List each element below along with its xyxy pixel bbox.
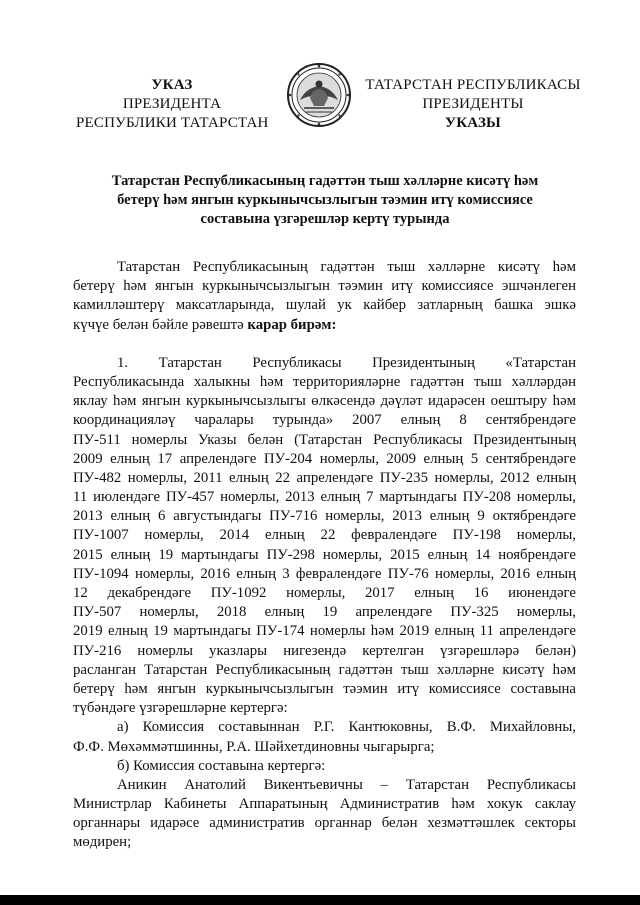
- decree-title: [95, 172, 555, 229]
- point-1-line: 1. Татарстан Республикасы Президентының «Татарстан: [117, 354, 576, 371]
- point-1-line: ПУ-1094 номерлы, 2016 елның 3 февралендәге ПУ-76 номерлы, 2016 елның: [73, 565, 576, 582]
- point-1-line: расланган Татарстан Республикасының гадәттән тыш хәлләрне кисәтү һәм: [73, 661, 576, 678]
- point-b-line: Аникин Анатолий Викентьевичны – Татарстан Республикасы: [117, 776, 576, 793]
- point-1-line: 12 декабрендәге ПУ-1092 номерлы, 2017 елның 16 июнендәге: [73, 585, 576, 601]
- point-1-line: 2013 елның 6 августындагы ПУ-716 номерлы, 2013 елның 9 октябрендәге: [73, 508, 576, 525]
- preamble-last-text: күчүе белән бәйле рәвештә: [73, 316, 248, 333]
- point-b-line: органнары идарәсе административ органнар белән хезмәттәшлек секторы: [73, 815, 576, 832]
- point-a: [73, 718, 576, 756]
- coat-of-arms-emblem: [286, 62, 352, 128]
- decree-body: [73, 258, 576, 853]
- point-1-line: координацияләү чаралары турында» 2007 елның 8 сентябрендәге: [73, 412, 576, 429]
- point-1-line: ПУ-511 номерлы Указы белән (Татарстан Республикасы Президентының: [73, 431, 576, 448]
- header-right-line-1: ТАТАРСТАН РЕСПУБЛИКАСЫ: [365, 77, 581, 93]
- preamble-line: камилләштерү максатларында, шулай ук кайбер затларның башка эшкә: [73, 297, 576, 314]
- point-1-line: 2019 елның 19 мартындагы ПУ-174 номерлы һәм 2019 елның 11 апрелендәге: [73, 623, 576, 640]
- point-1-line: ПУ-482 номерлы, 2011 елның 22 апрелендәге ПУ-235 номерлы, 2012 елның: [73, 469, 576, 486]
- point-1-line: бетерү һәм янгын куркынычсызлыгын тәэмин итү комиссиясе составына: [73, 680, 576, 697]
- point-1-line: 2009 елның 17 апрелендәге ПУ-204 номерлы, 2009 елның 5 сентябрендәге: [73, 450, 576, 467]
- point-b-heading: б) Комиссия составына кертергә:: [117, 757, 326, 774]
- point-1-line: түбәндәге үзгәрешләрне кертергә:: [73, 700, 288, 717]
- point-1-line: ПУ-1007 номерлы, 2014 елның 22 февралендәге ПУ-198 номерлы,: [73, 527, 576, 544]
- header-right-line-2: ПРЕЗИДЕНТЫ: [422, 96, 524, 112]
- header-right-block: [362, 76, 584, 133]
- point-1-line: ПУ-216 номерлы указлары нигезендә кертелгән үзгәрешләрә белән): [73, 642, 576, 659]
- point-1: [73, 354, 576, 719]
- header-left-block: [76, 76, 268, 133]
- point-b-line: Министрлар Кабинеты Аппаратының Административ һәм хокук саклау: [73, 796, 576, 813]
- header-left-line-1: УКАЗ: [151, 77, 193, 93]
- header-left-line-3: РЕСПУБЛИКИ ТАТАРСТАН: [76, 115, 269, 131]
- point-1-line: ПУ-507 номерлы, 2018 елның 19 апрелендәге ПУ-325 номерлы,: [73, 604, 576, 621]
- point-a-line: а) Комиссия составыннан Р.Г. Кантюковны, В.Ф. Михайловны,: [117, 719, 576, 736]
- point-1-line: 11 июлендәге ПУ-457 номерлы, 2013 елның 7 мартындагы ПУ-208 номерлы,: [73, 489, 576, 506]
- title-line: составына үзгәрешләр кертү турында: [200, 211, 450, 227]
- scan-bottom-edge: [0, 895, 640, 905]
- preamble: [73, 258, 576, 335]
- title-line: Татарстан Республикасының гадәттән тыш хәлләрне кисәтү һәм: [111, 173, 539, 189]
- preamble-line: бетерү һәм янгын куркынычсызлыгын тәэмин итү комиссиясе эшчәнлеген: [73, 278, 576, 295]
- header-right-line-3: УКАЗЫ: [445, 115, 501, 131]
- title-line: бетерү һәм янгын куркынычсызлыгын тәэмин итү комиссиясе: [117, 192, 533, 208]
- preamble-last-line: [73, 316, 576, 335]
- document-header: [0, 0, 640, 140]
- preamble-line: Татарстан Республикасының гадәттән тыш хәлләрне кисәтү һәм: [117, 259, 576, 275]
- point-a-line: Ф.Ф. Мөхәммәтшинны, Р.А. Шәйхетдиновны чыгарырга;: [73, 738, 435, 755]
- point-b-line: мөдирен;: [73, 834, 132, 851]
- header-left-line-2: ПРЕЗИДЕНТА: [122, 96, 222, 112]
- preamble-bold-text: карар бирәм:: [247, 316, 337, 333]
- point-1-line: яклау һәм янгын куркынычсызлыгы өлкәсендә дәүләт идарәсен оештыру һәм: [73, 393, 576, 410]
- point-b-entry: [73, 776, 576, 853]
- point-1-line: Республикасында халыкны һәм территорияләрне гадәттән тыш хәлләрдән: [73, 373, 576, 390]
- point-1-line: 2015 елның 19 мартындагы ПУ-298 номерлы, 2015 елның 14 ноябрендәге: [73, 546, 576, 563]
